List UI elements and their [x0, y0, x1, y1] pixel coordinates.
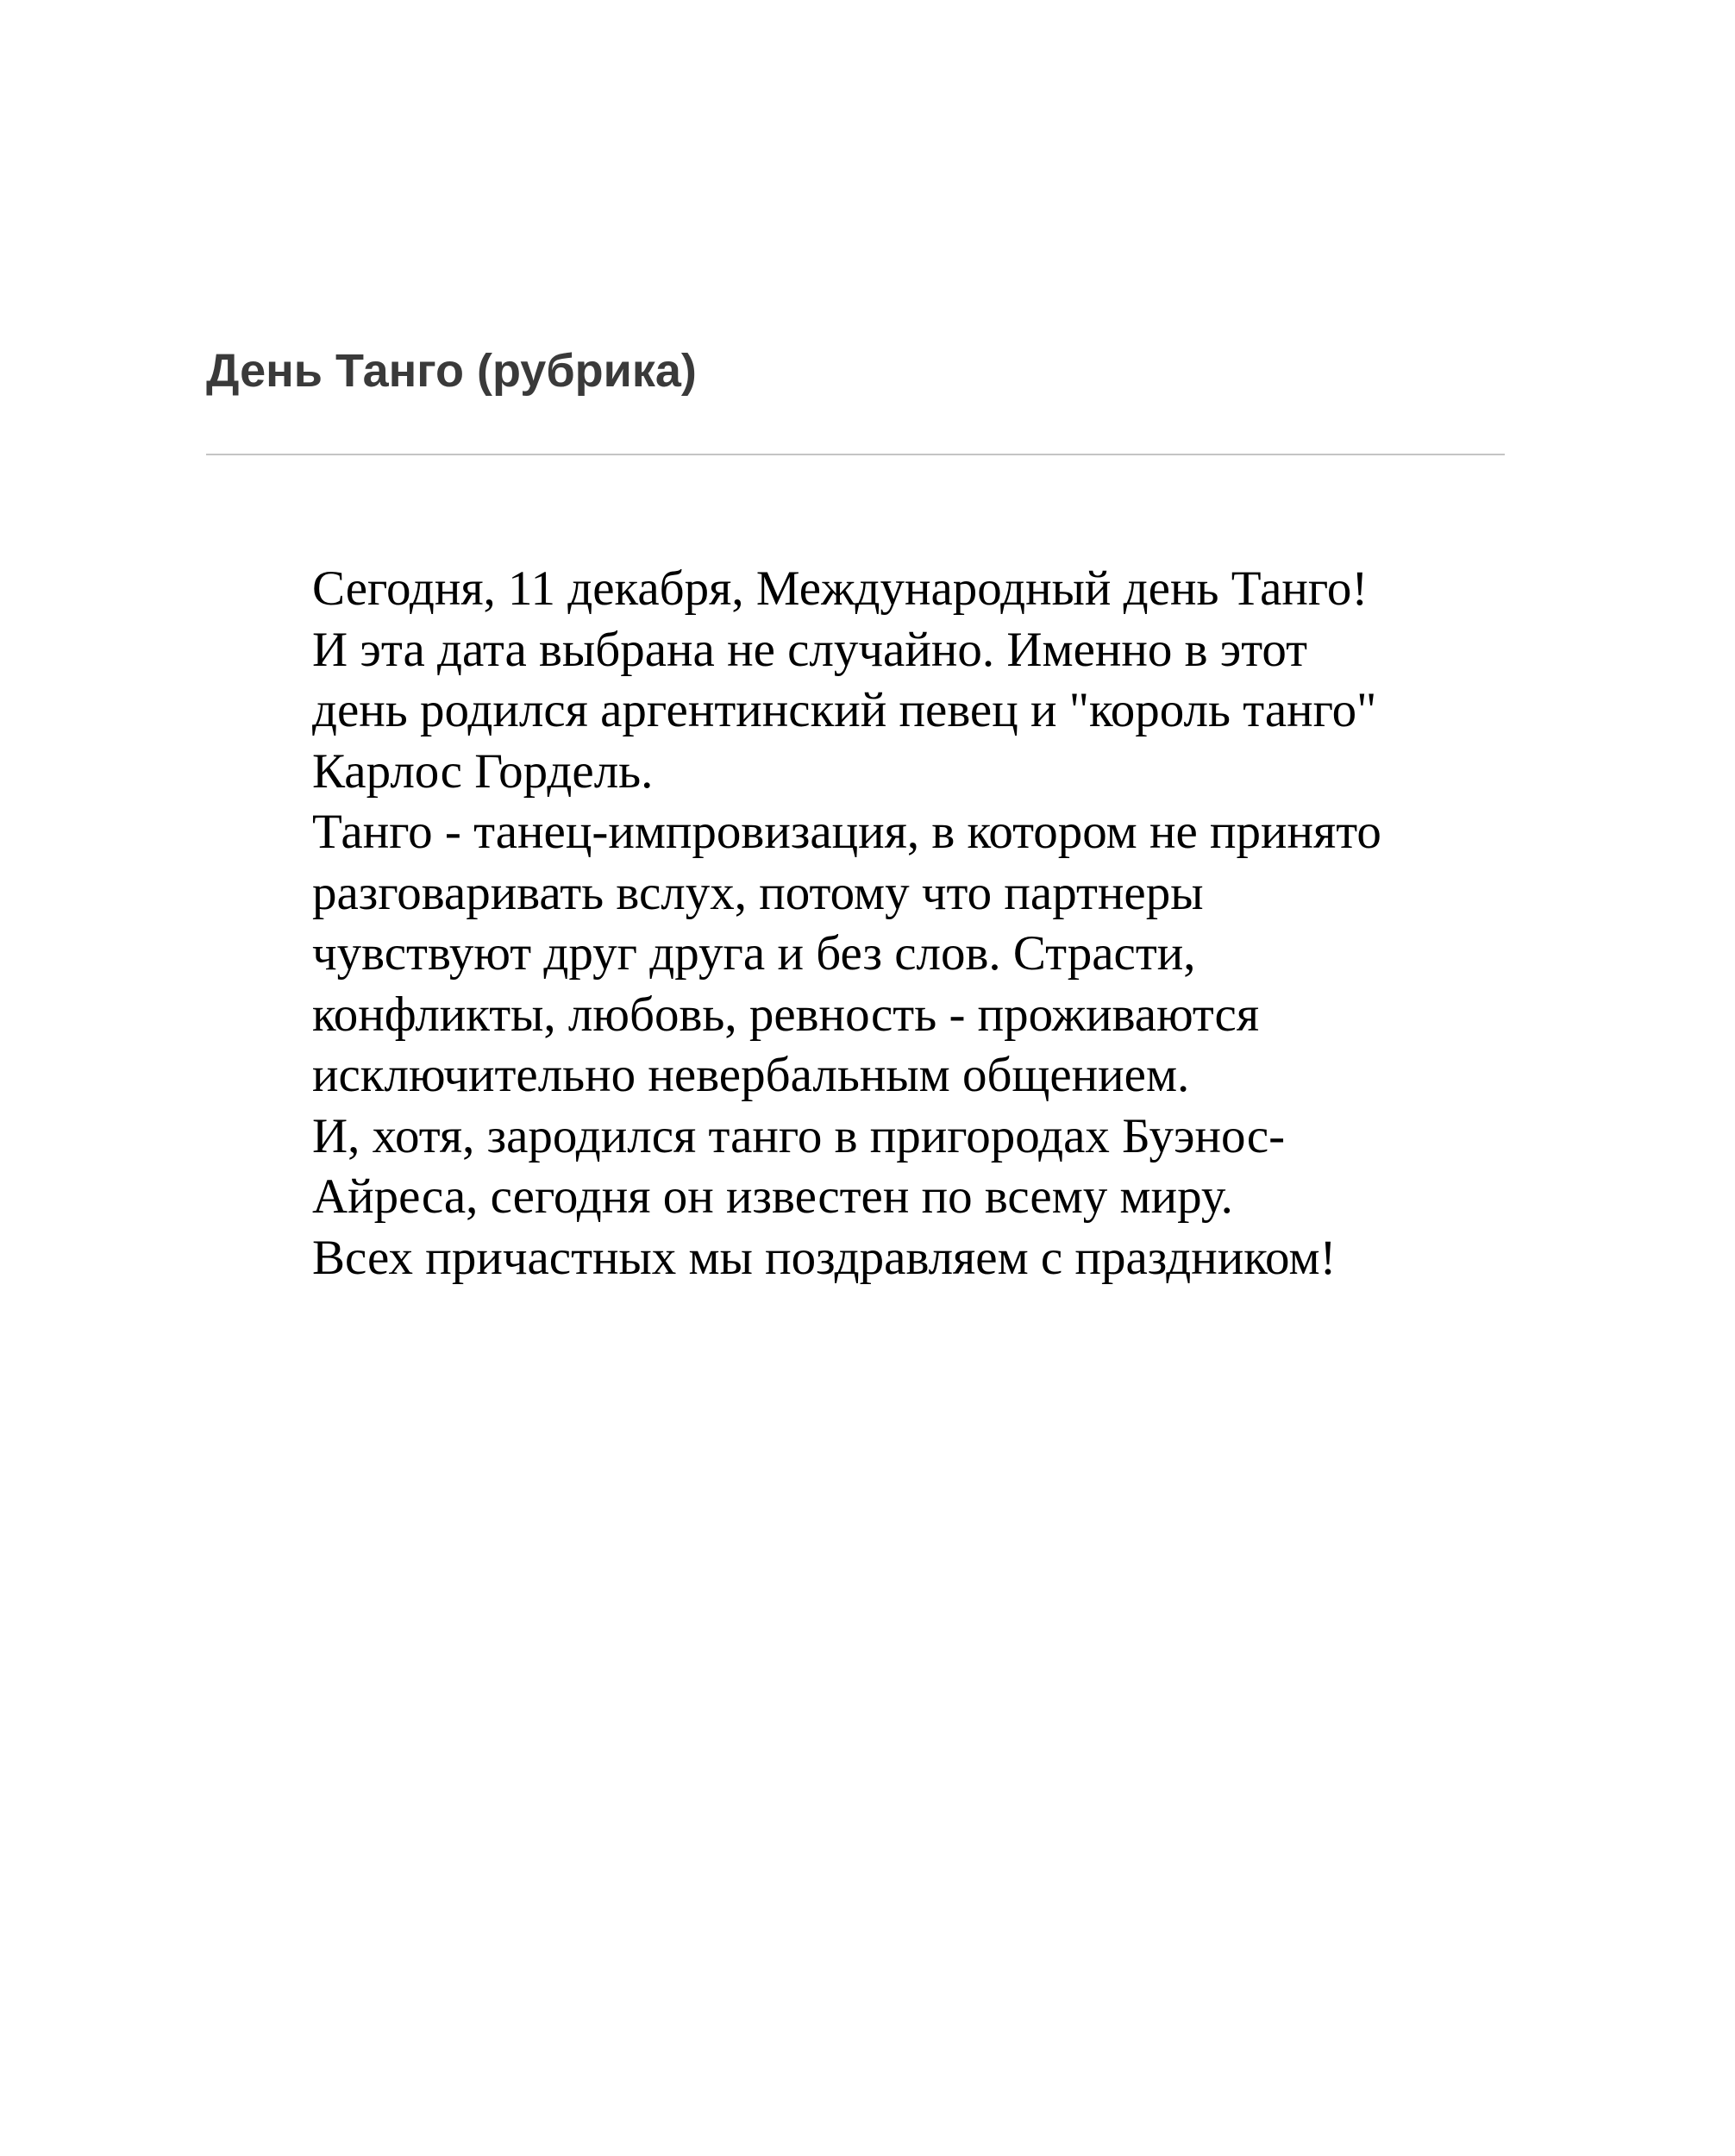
text-line: разговаривать вслух, потому что партнеры: [312, 865, 1204, 920]
text-line: Сегодня, 11 декабря, Международный день Танго!: [312, 561, 1369, 616]
text-line: Карлос Гордель.: [312, 743, 654, 799]
text-line: день родился аргентинский певец и "король танго": [312, 683, 1377, 737]
text-line: Айреса, сегодня он известен по всему миру.: [312, 1169, 1233, 1224]
title-divider: [206, 454, 1505, 455]
text-line: конфликты, любовь, ревность - проживаются: [312, 987, 1260, 1042]
text-line: И эта дата выбрана не случайно. Именно в этот: [312, 622, 1308, 677]
article-body: [312, 559, 1537, 1288]
text-line: чувствуют друг друга и без слов. Страсти,: [312, 926, 1196, 981]
text-line: Всех причастных мы поздравляем с праздником!: [312, 1230, 1337, 1285]
page-title: День Танго (рубрика): [206, 345, 697, 397]
text-line: исключительно невербальным общением.: [312, 1048, 1190, 1102]
text-line: Танго - танец-импровизация, в котором не принято: [312, 805, 1381, 859]
text-line: И, хотя, зародился танго в пригородах Буэнос-: [312, 1108, 1286, 1163]
